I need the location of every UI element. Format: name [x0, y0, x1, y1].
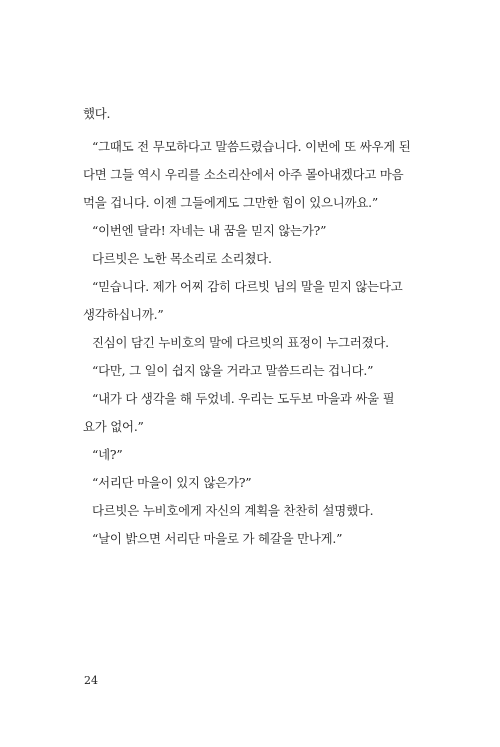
text-line: 먹을 겁니다. 이젠 그들에게도 그만한 힘이 있으니까요.” — [83, 195, 378, 210]
text-line: “그때도 전 무모하다고 말씀드렸습니다. 이번에 또 싸우게 된 — [92, 139, 411, 154]
text-line: 진심이 담긴 누비호의 말에 다르빗의 표정이 누그러졌다. — [92, 335, 389, 350]
text-line: “날이 밝으면 서리단 마을로 가 헤갈을 만나게.” — [92, 531, 343, 546]
text-line: 다면 그들 역시 우리를 소소리산에서 아주 몰아내겠다고 마음 — [83, 167, 404, 182]
text-line: “네?” — [92, 447, 123, 462]
text-line: “믿습니다. 제가 어찌 감히 다르빗 님의 말을 믿지 않는다고 — [92, 279, 403, 294]
text-line: 요가 없어.” — [83, 419, 144, 434]
text-line: 생각하십니까.” — [83, 307, 164, 322]
text-line: 다르빗은 노한 목소리로 소리쳤다. — [92, 251, 272, 266]
text-line: “이번엔 달라! 자네는 내 꿈을 믿지 않는가?” — [92, 223, 327, 238]
text-line: “다만, 그 일이 쉽지 않을 거라고 말씀드리는 겁니다.” — [92, 363, 374, 378]
page-number: 24 — [84, 674, 98, 687]
text-line: “서리단 마을이 있지 않은가?” — [92, 475, 252, 490]
text-line: “내가 다 생각을 해 두었네. 우리는 도두보 마을과 싸울 필 — [92, 391, 395, 406]
text-line: 다르빗은 누비호에게 자신의 계획을 찬찬히 설명했다. — [92, 503, 374, 518]
text-line: 했다. — [83, 106, 111, 121]
